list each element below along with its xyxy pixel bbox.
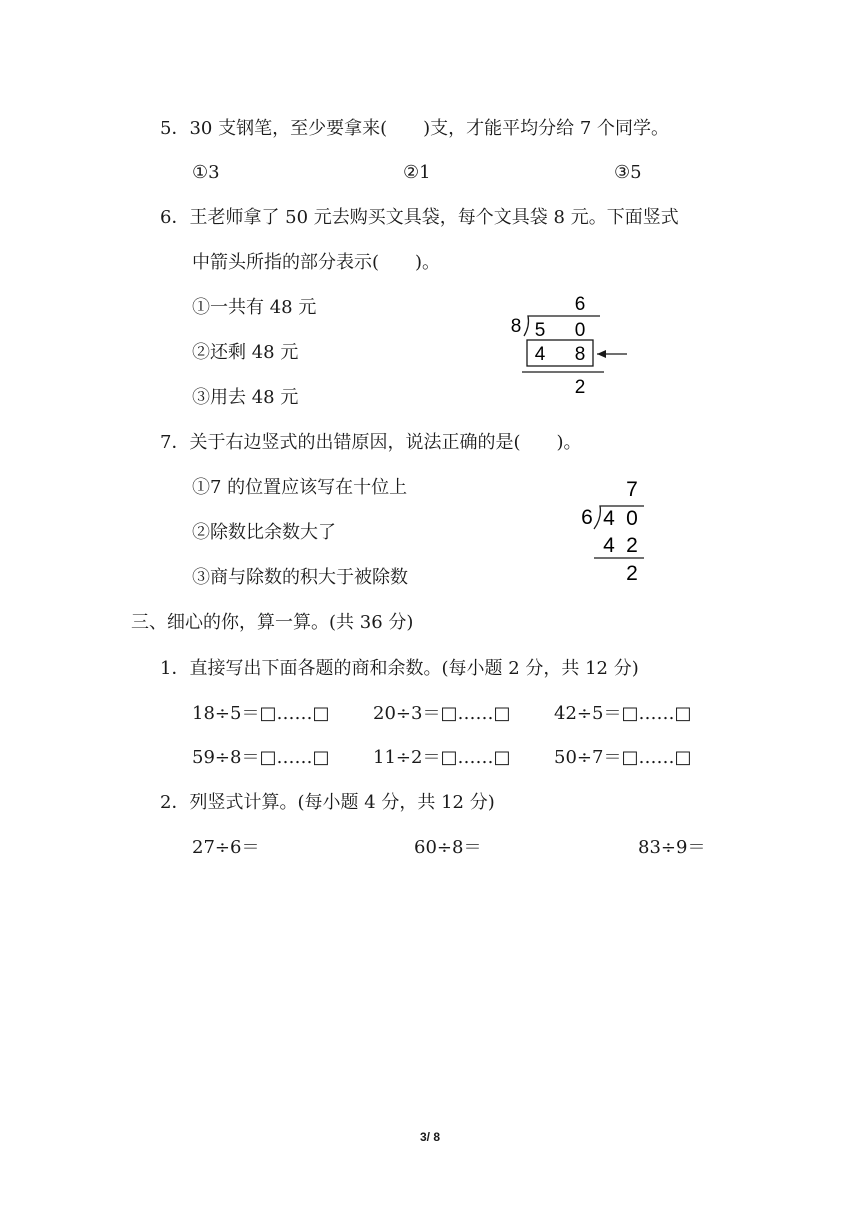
q7-long-division [570,474,660,586]
section3-title: 三、细心的你，算一算。(共 36 分) [131,612,414,633]
q6-arrow-head [597,350,606,358]
q6-quotient: 6 [574,294,586,315]
q6-option-3: ③用去 48 元 [192,387,299,408]
vertical-calc-item-2: 60÷8＝ [414,837,482,858]
q7-product-tens: 4 [603,534,615,557]
calc-item-6: 50÷7＝□……□ [554,747,692,768]
q7-option-3: ③商与除数的积大于被除数 [192,567,408,588]
q7-dividend-tens: 4 [603,507,615,530]
calc-item-3: 42÷5＝□……□ [554,703,692,724]
calc-item-1: 18÷5＝□……□ [192,703,330,724]
section3-part2-title: 2．列竖式计算。(每小题 4 分，共 12 分) [160,792,495,813]
q6-option-2: ②还剩 48 元 [192,342,299,363]
q5-option-2: ②1 [403,162,431,183]
q6-long-division [500,288,640,400]
q7-quotient: 7 [626,478,638,501]
q7-product-ones: 2 [626,534,638,557]
q6-dividend-tens: 5 [534,320,546,341]
q6-remainder: 2 [574,377,586,398]
q6-stem-line2: 中箭头所指的部分表示( )。 [192,252,441,273]
vertical-calc-item-3: 83÷9＝ [638,837,706,858]
q7-divisor: 6 [581,506,593,529]
section3-part1-title: 1．直接写出下面各题的商和余数。(每小题 2 分，共 12 分) [160,658,639,679]
q6-divisor: 8 [510,316,522,337]
q5-stem: 5．30 支钢笔，至少要拿来( )支，才能平均分给 7 个同学。 [160,118,670,139]
vertical-calc-item-1: 27÷6＝ [192,837,260,858]
q7-option-2: ②除数比余数大了 [192,522,336,543]
calc-item-2: 20÷3＝□……□ [373,703,511,724]
q6-option-1: ①一共有 48 元 [192,297,317,318]
q6-stem-line1: 6．王老师拿了 50 元去购买文具袋，每个文具袋 8 元。下面竖式 [160,207,679,228]
q7-dividend-ones: 0 [626,507,638,530]
q6-dividend-ones: 0 [574,320,586,341]
q6-product-tens: 4 [534,344,546,365]
calc-item-5: 11÷2＝□……□ [373,747,511,768]
q7-remainder: 2 [626,562,638,585]
q7-stem: 7．关于右边竖式的出错原因，说法正确的是( )。 [160,432,582,453]
q6-product-ones: 8 [574,344,586,365]
q5-option-1: ①3 [192,162,220,183]
q5-option-3: ③5 [614,162,642,183]
calc-item-4: 59÷8＝□……□ [192,747,330,768]
page-number: 3/ 8 [419,1130,440,1144]
q7-option-1: ①7 的位置应该写在十位上 [192,477,408,498]
